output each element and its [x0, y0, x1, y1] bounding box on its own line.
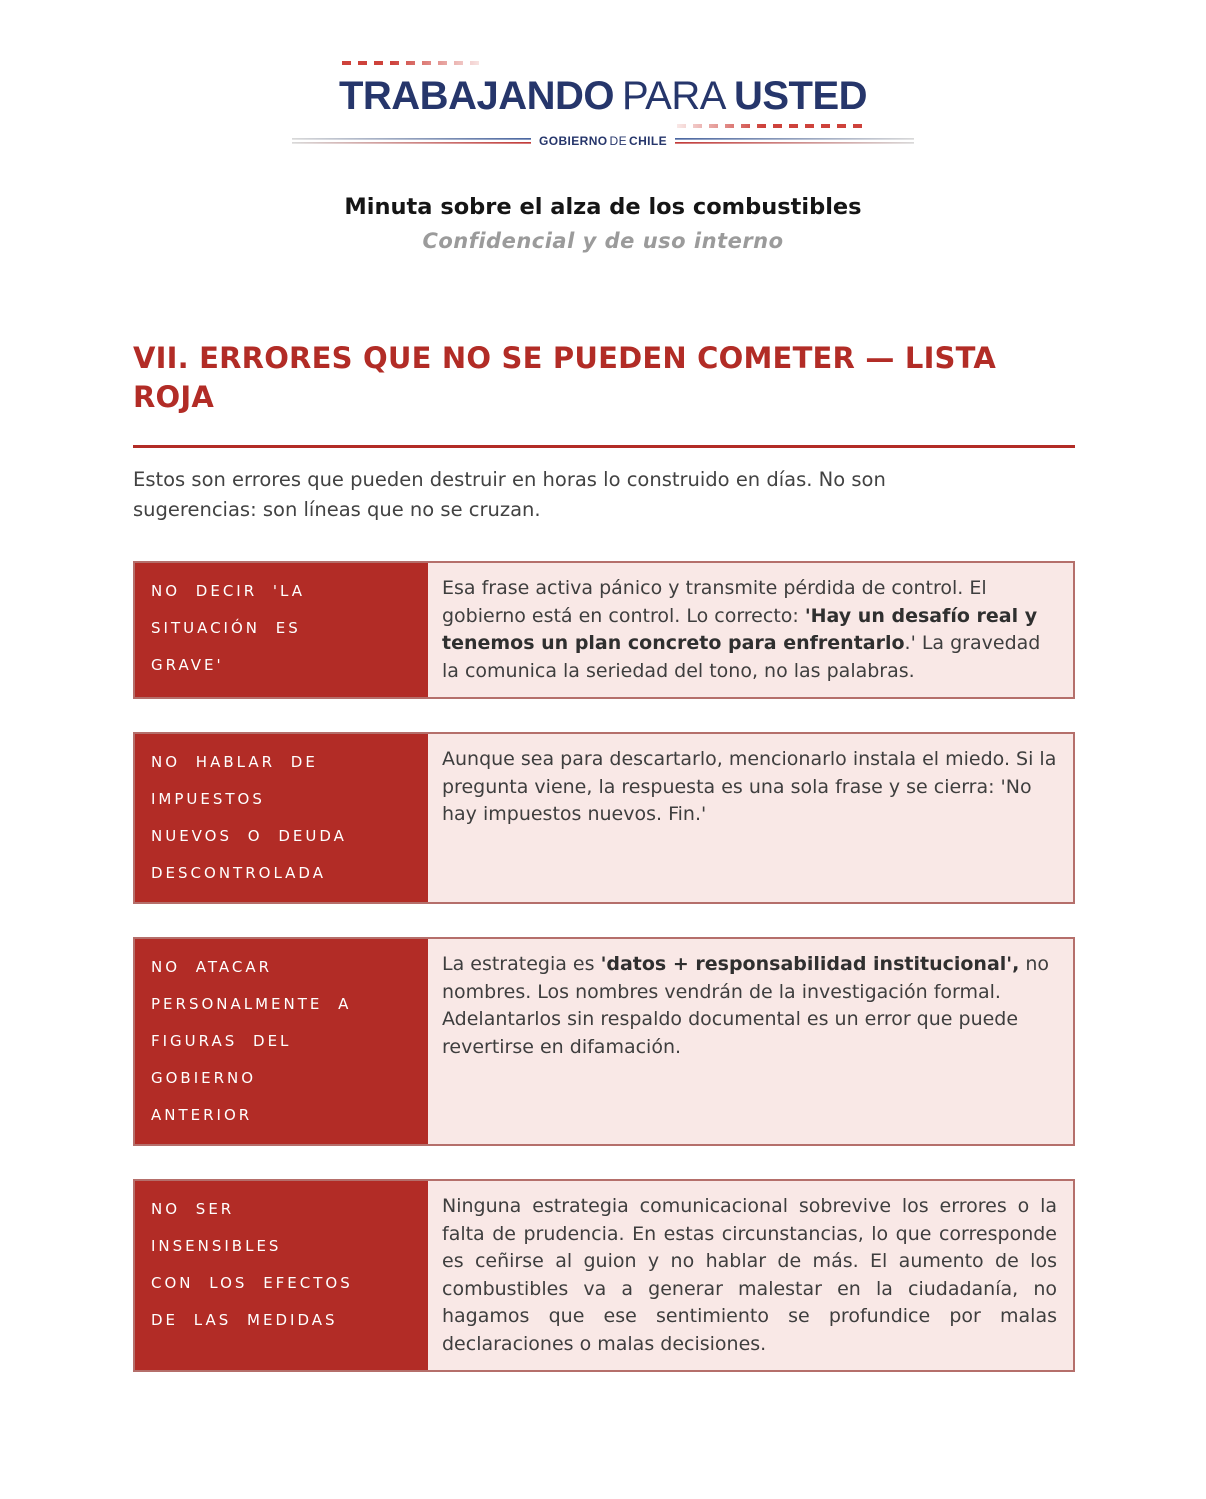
desc-text-segment: no nombres. Los nombres vendrán de la investigación formal. Adelantarlos sin respaldo documental es un error que puede revertirse en difamación. — [442, 953, 1050, 1058]
row-1-desc-cell — [428, 563, 1073, 697]
red-list-table — [133, 561, 1075, 1372]
government-label — [539, 134, 667, 148]
row-3-label-cell — [135, 939, 428, 1144]
desc-bold-segment: 'Hay un desafío real y tenemos un plan concreto para enfrentarlo — [442, 604, 1038, 654]
divider-line-left — [292, 138, 531, 144]
desc-text-segment: .' La gravedad la comunica la seriedad del tono, no las palabras. — [442, 632, 1041, 682]
section-intro: Estos son errores que pueden destruir en horas lo construido en días. No son sugerencias: son líneas que no se cruzan. — [133, 468, 886, 521]
row-4-label-cell — [135, 1181, 428, 1370]
gov-word-chile: CHILE — [629, 134, 668, 148]
gov-word-gobierno: GOBIERNO — [538, 134, 608, 148]
label-line: IMPUESTOS — [151, 790, 265, 808]
desc-text-segment: Ninguna estrategia comunicacional sobrevive los errores o la falta de prudencia. En estas circunstancias, lo que corresponde es ceñirse al guion y no hablar de más. El aumento de los combustibles va a generar malestar en la ciudadanía, no hagamos que ese sentimiento se profundice por malas declaraciones o malas decisiones. — [442, 1195, 1057, 1355]
document-subtitle: Confidencial y de uso interno — [422, 229, 784, 253]
gov-word-de: DE — [609, 134, 628, 148]
label-line: NO SER — [151, 1200, 235, 1218]
label-line: FIGURAS DEL — [151, 1032, 292, 1050]
label-line: CON LOS EFECTOS — [151, 1274, 353, 1292]
row-1-label-cell — [135, 563, 428, 697]
row-4-desc-cell — [428, 1181, 1073, 1370]
red-list-row-2 — [133, 732, 1075, 904]
label-line: DESCONTROLADA — [151, 864, 326, 882]
header — [0, 0, 1206, 148]
divider-line-right — [675, 138, 914, 144]
label-line: INSENSIBLES — [151, 1237, 282, 1255]
label-line: PERSONALMENTE A — [151, 995, 352, 1013]
row-3-desc-cell — [428, 939, 1073, 1144]
document-title: Minuta sobre el alza de los combustibles — [344, 194, 862, 220]
label-line: GOBIERNO — [151, 1069, 257, 1087]
red-list-row-1 — [133, 561, 1075, 699]
label-line: GRAVE' — [151, 656, 224, 674]
desc-text-segment: Aunque sea para descartarlo, mencionarlo instala el miedo. Si la pregunta viene, la respuesta es una sola frase y se cierra: 'No hay impuestos nuevos. Fin.' — [442, 748, 1057, 825]
red-dashes-bottom — [677, 124, 867, 128]
row-2-label-cell — [135, 734, 428, 902]
label-line: DE LAS MEDIDAS — [151, 1311, 338, 1329]
label-line: SITUACIÓN ES — [151, 619, 301, 637]
section-rule — [133, 445, 1075, 448]
red-dashes-top — [342, 61, 482, 65]
brand-word-para: PARA — [621, 74, 726, 118]
desc-text-segment: La estrategia es — [442, 953, 601, 975]
label-line: ANTERIOR — [151, 1106, 253, 1124]
desc-text-segment: Esa frase activa pánico y transmite pérdida de control. El gobierno está en control. Lo correcto: — [442, 577, 987, 627]
label-line: NO HABLAR DE — [151, 753, 318, 771]
row-2-desc-cell — [428, 734, 1073, 902]
red-list-row-4 — [133, 1179, 1075, 1372]
brand-word-trabajando: TRABAJANDO — [338, 74, 614, 118]
label-line: NUEVOS O DEUDA — [151, 827, 347, 845]
label-line: NO ATACAR — [151, 958, 273, 976]
government-divider — [292, 134, 914, 148]
desc-bold-segment: 'datos + responsabilidad institucional', — [600, 953, 1020, 975]
section-content — [133, 339, 1075, 1372]
section-heading: VII. ERRORES QUE NO SE PUEDEN COMETER — LISTA ROJA — [133, 341, 997, 414]
red-list-row-3 — [133, 937, 1075, 1146]
brand-wordmark — [339, 74, 867, 118]
label-line: NO DECIR 'LA — [151, 582, 305, 600]
brand-word-usted: USTED — [733, 74, 868, 118]
